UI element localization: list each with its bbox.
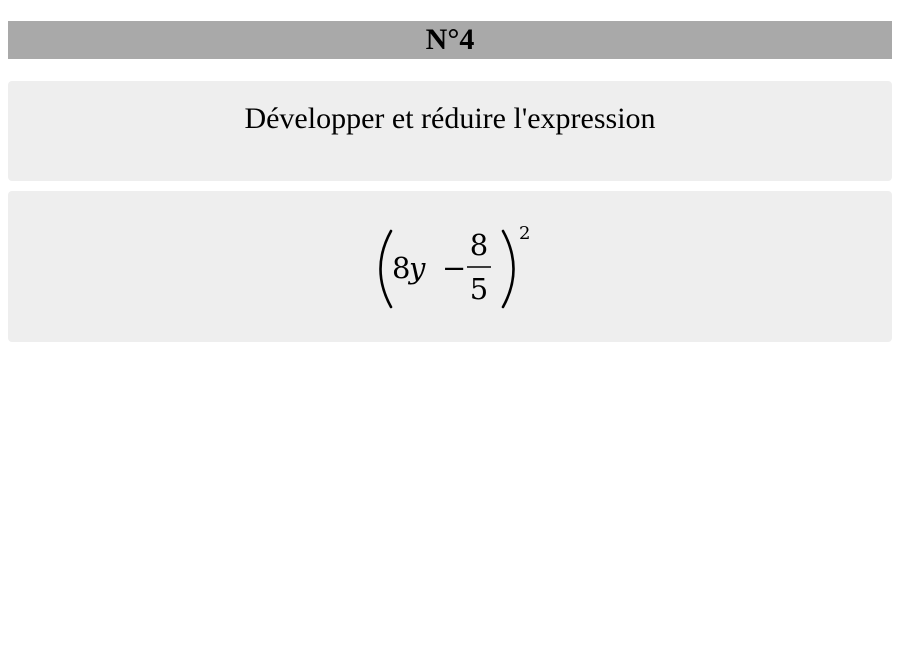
- minus-operator: −: [442, 251, 467, 285]
- math-expression: [8, 191, 892, 342]
- fraction-denominator: 5: [469, 272, 489, 306]
- exercise-number-bar: [8, 21, 892, 59]
- exercise-number: N°4: [425, 23, 475, 56]
- instruction-card: [8, 81, 892, 181]
- left-parenthesis: [381, 231, 392, 307]
- exponent: 2: [519, 223, 531, 244]
- math-expression-svg: [8, 191, 892, 342]
- coefficient: 8: [392, 251, 411, 285]
- expression-card: [8, 191, 892, 342]
- variable: y: [409, 251, 426, 285]
- fraction-numerator: 8: [469, 228, 489, 262]
- instruction-text: Développer et réduire l'expression: [244, 102, 656, 135]
- right-parenthesis: [503, 231, 514, 307]
